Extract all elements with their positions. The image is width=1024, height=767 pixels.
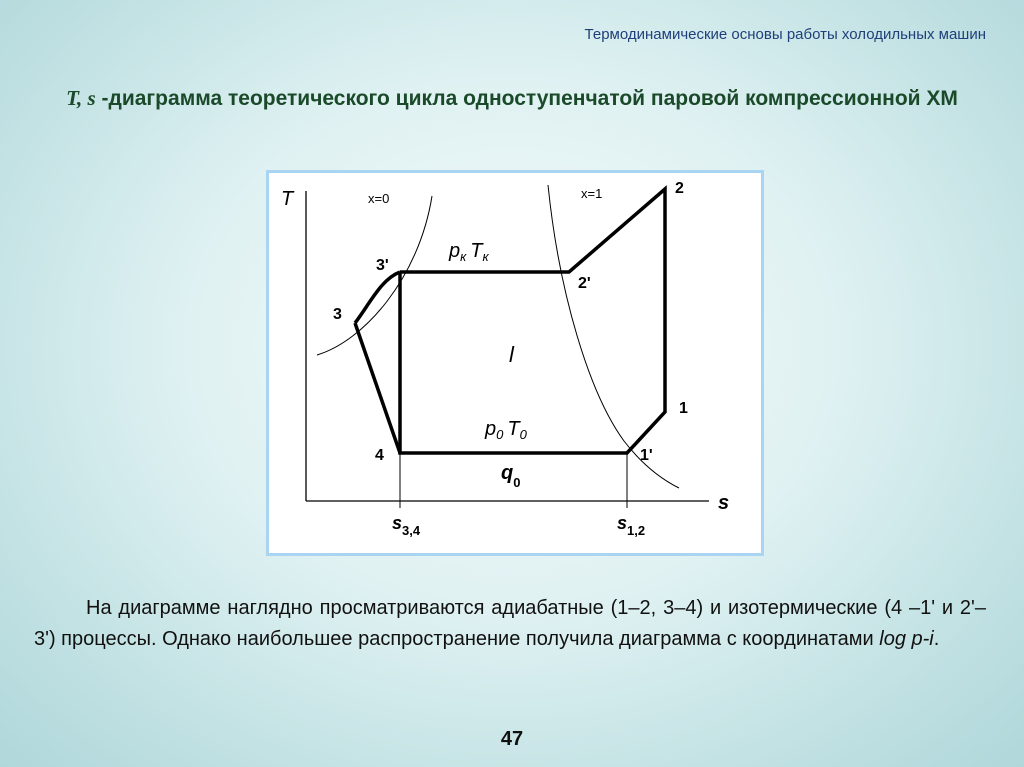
point-1: 1 bbox=[679, 400, 688, 417]
course-title: Термодинамические основы работы холодильных машин bbox=[584, 26, 986, 43]
body-text-after: . bbox=[933, 628, 940, 650]
label-q0 bbox=[501, 462, 520, 490]
s12-symbol: s bbox=[617, 513, 628, 533]
tk-subscript: к bbox=[482, 249, 489, 264]
body-paragraph bbox=[34, 593, 986, 655]
title-symbols: T, s bbox=[66, 86, 96, 110]
s12-subscript: 1,2 bbox=[627, 523, 646, 538]
ts-diagram-svg bbox=[269, 173, 761, 553]
label-x0: x=0 bbox=[368, 191, 390, 206]
q0-symbol: q bbox=[501, 462, 514, 484]
axis-label-t: T bbox=[281, 188, 294, 210]
pk-symbol: p bbox=[449, 240, 461, 262]
title-text: -диаграмма теоретического цикла одноступенчатой паровой компрессионной ХМ bbox=[95, 87, 958, 110]
point-2: 2 bbox=[675, 180, 684, 197]
page-number: 47 bbox=[500, 728, 524, 750]
point-3prime: 3' bbox=[376, 257, 389, 274]
axis-label-s: s bbox=[718, 492, 730, 514]
point-4: 4 bbox=[375, 447, 384, 464]
label-s12 bbox=[617, 513, 645, 538]
body-text-before: На диаграмме наглядно просматриваются адиабатные (1–2, 3–4) и изотермические (4 –1' и 2'–3') процессы. Однако наибольшее распространение получила диаграмма с координатами bbox=[34, 597, 986, 650]
curve-x0 bbox=[317, 196, 432, 355]
q0-subscript: 0 bbox=[513, 475, 521, 490]
body-italic-term: log p-i bbox=[879, 628, 934, 650]
curve-x1 bbox=[548, 185, 679, 488]
label-p0-t0 bbox=[484, 418, 528, 442]
tk-symbol: T bbox=[470, 240, 483, 262]
p0-subscript: 0 bbox=[496, 427, 504, 442]
cycle-path bbox=[400, 189, 665, 453]
label-x1: x=1 bbox=[581, 186, 603, 201]
t0-symbol: T bbox=[507, 418, 520, 440]
label-work: l bbox=[509, 342, 514, 367]
label-s34 bbox=[392, 513, 421, 538]
slide-title bbox=[60, 84, 964, 113]
t0-subscript: 0 bbox=[519, 427, 527, 442]
point-3: 3 bbox=[333, 306, 342, 323]
process-3-4 bbox=[355, 323, 400, 453]
label-pk-tk bbox=[448, 240, 489, 264]
point-1prime: 1' bbox=[640, 447, 653, 464]
point-2prime: 2' bbox=[578, 275, 591, 292]
s34-symbol: s bbox=[392, 513, 403, 533]
pk-subscript: к bbox=[460, 249, 467, 264]
throttle-curve-3-3prime bbox=[355, 272, 400, 323]
p0-symbol: p bbox=[485, 418, 497, 440]
s34-subscript: 3,4 bbox=[402, 523, 421, 538]
ts-diagram bbox=[266, 170, 764, 556]
